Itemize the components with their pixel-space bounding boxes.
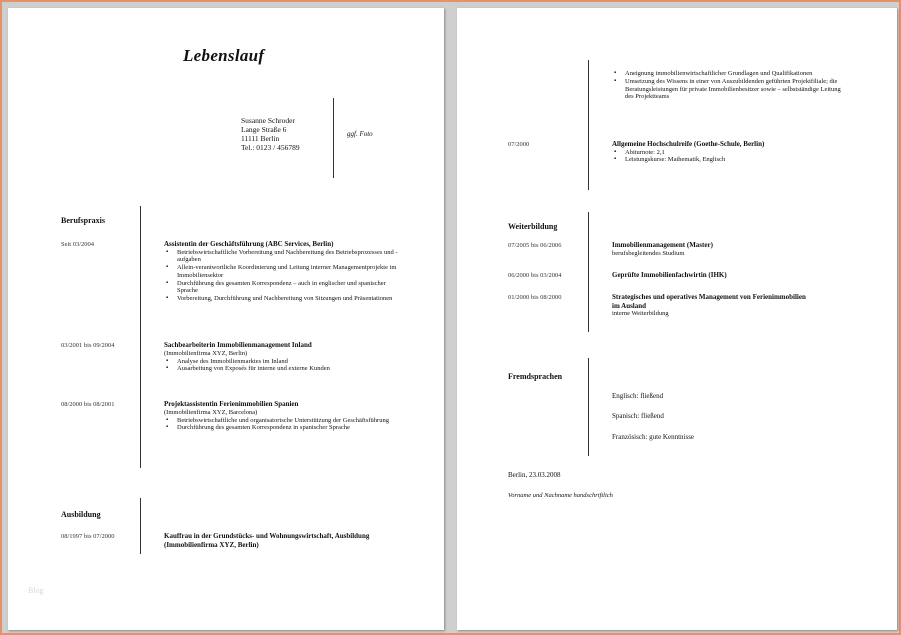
section-heading-weiterbildung: Weiterbildung: [508, 222, 558, 231]
address-divider: [333, 98, 334, 178]
school-entry: [612, 140, 852, 164]
address-block: [241, 116, 300, 152]
photo-placeholder-label: ggf. Foto: [347, 130, 373, 138]
language-item: Spanisch: fließend: [612, 412, 664, 420]
section-divider-berufspraxis: [140, 206, 141, 468]
experience-entry: [164, 341, 404, 373]
entry-date: 06/2000 bis 03/2004: [508, 272, 562, 279]
experience-entry: [164, 400, 404, 432]
section-divider-top: [588, 60, 589, 190]
entry-title: Sachbearbeiterin Immobilienmanagement Inland: [164, 341, 312, 349]
list-item: ▪ Durchführung des gesamten Korrespondenz in spanischer Sprache: [164, 424, 404, 432]
cv-page-2: [457, 8, 897, 630]
cv-page-1: [8, 8, 444, 630]
document-viewer-background: [2, 2, 899, 633]
entry-date: 07/2005 bis 06/2006: [508, 242, 562, 249]
place-date: Berlin, 23.03.2008: [508, 471, 561, 479]
training-entry: [612, 241, 852, 258]
list-item: ▪ Aneignung immobilienwirtschaftlicher Grundlagen und Qualifikationen: [612, 70, 848, 78]
address-street: Lange Straße 6: [241, 125, 287, 134]
training-entry: [612, 271, 852, 280]
entry-title: Projektassistentin Ferienimmobilien Spanien: [164, 400, 299, 408]
list-item: ▪ Ausarbeitung von Exposés für interne und externe Kunden: [164, 365, 404, 373]
list-item: ▪ Durchführung des gesamten Korrespondenz – auch in englischer und spanischer Sprache: [164, 280, 404, 296]
training-entry: [612, 293, 812, 318]
experience-entry: [164, 240, 404, 303]
entry-date: 08/2000 bis 08/2001: [61, 401, 115, 408]
training-bullets: [612, 70, 848, 101]
section-divider-fremdsprachen: [588, 358, 589, 456]
section-divider-ausbildung: [140, 498, 141, 554]
entry-note: interne Weiterbildung: [612, 310, 669, 317]
address-phone: Tel.: 0123 / 456789: [241, 143, 300, 152]
watermark: Blog: [28, 586, 44, 595]
list-item: ▪ Umsetzung des Wissens in einer von Auszubildenden geführten Projektfiliale; die Beratungsleistungen für private Immobilienbesitzer sowie – selbstständige Leitung des Projektteams: [612, 78, 848, 101]
entry-note: berufsbegleitendes Studium: [612, 249, 685, 257]
list-item: ▪ Allein-verantwortliche Koordinierung und Leitung interner Managementprojekte im Immobiliensektor: [164, 264, 404, 280]
entry-date: 07/2000: [508, 141, 530, 148]
section-heading-ausbildung: Ausbildung: [61, 510, 101, 519]
entry-title: Allgemeine Hochschulreife (Goethe-Schule, Berlin): [612, 140, 765, 148]
list-item: ▪ Analyse des Immobilienmarktes im Inland: [164, 358, 404, 366]
address-city: 11111 Berlin: [241, 134, 280, 143]
entry-title: Assistentin der Geschäftsführung (ABC Services, Berlin): [164, 240, 334, 248]
list-item: ▪ Vorbereitung, Durchführung und Nachbereitung von Sitzungen und Präsentationen: [164, 295, 404, 303]
language-item: Französisch: gute Kenntnisse: [612, 433, 695, 441]
entry-date: 03/2001 bis 09/2004: [61, 342, 115, 349]
list-item: ▪ Betriebswirtschaftliche und organisatorische Unterstützung der Geschäftsführung: [164, 417, 404, 425]
section-divider-weiterbildung: [588, 212, 589, 332]
entry-company: (Immobilienfirma XYZ, Berlin): [164, 349, 248, 357]
entry-title: Kauffrau in der Grundstücks- und Wohnungswirtschaft, Ausbildung (Immobilienfirma XYZ, Berlin): [164, 532, 370, 549]
list-item: ▪ Leistungskurse: Mathematik, Englisch: [612, 156, 852, 164]
language-item: Englisch: fließend: [612, 392, 664, 400]
address-name: Susanne Schroder: [241, 116, 295, 125]
page-title: Lebenslauf: [183, 46, 265, 65]
entry-date: 08/1997 bis 07/2000: [61, 533, 115, 540]
section-heading-berufspraxis: Berufspraxis: [61, 216, 105, 225]
section-heading-fremdsprachen: Fremdsprachen: [508, 372, 563, 381]
entry-title: Geprüfte Immobilienfachwirtin (IHK): [612, 271, 727, 279]
entry-title: Immobilienmanagement (Master): [612, 241, 713, 249]
signature-line: Vorname und Nachname handschriftlich: [508, 492, 613, 499]
entry-company: (Immobilienfirma XYZ, Barcelona): [164, 408, 258, 416]
list-item: ▪ Abiturnote: 2,1: [612, 149, 852, 157]
entry-date: Seit 03/2004: [61, 241, 95, 248]
list-item: ▪ Betriebswirtschaftliche Vorbereitung und Nachbereitung des Betriebsprozesses und -aufgaben: [164, 249, 404, 265]
entry-title: Strategisches und operatives Management von Ferienimmobilien im Ausland: [612, 293, 806, 310]
entry-date: 01/2000 bis 08/2000: [508, 294, 562, 301]
